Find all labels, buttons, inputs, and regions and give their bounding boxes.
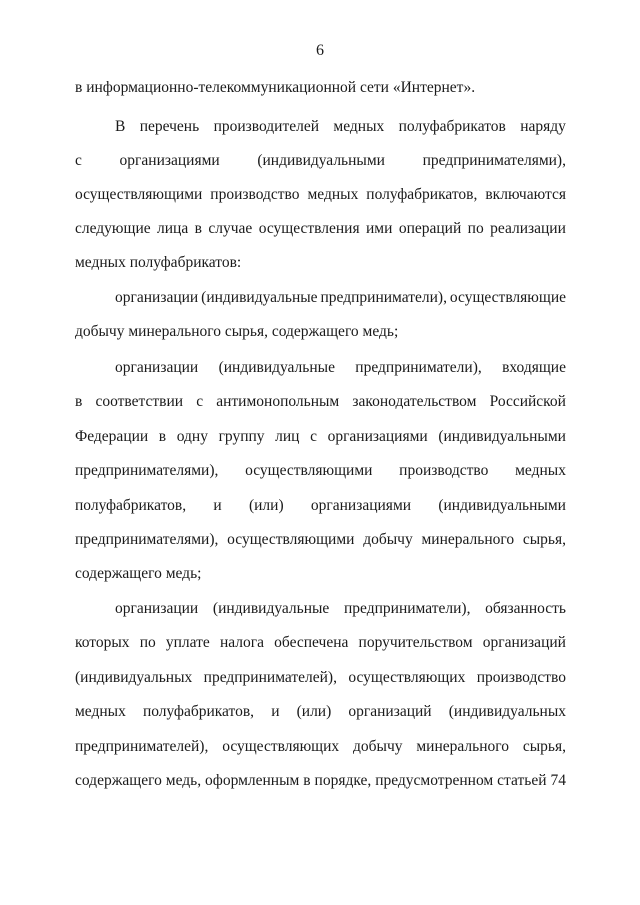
text-line <box>75 219 566 239</box>
word: медь, <box>165 772 202 789</box>
word: минерального <box>421 531 515 548</box>
word: организациями <box>310 497 412 514</box>
word: уплате <box>165 634 210 651</box>
word: одну <box>176 428 208 445</box>
word: осуществляющими <box>245 462 373 479</box>
word: предпринимателями), <box>75 462 219 479</box>
word: с <box>75 152 82 169</box>
word: полуфабрикатов <box>398 118 506 135</box>
word: предусмотренном <box>375 772 494 789</box>
word: Федерации <box>75 428 149 445</box>
word: медных <box>333 118 385 135</box>
word: добычу минерального сырья, содержащего медь; <box>75 323 399 340</box>
word: предпринимателями), <box>422 152 566 169</box>
word: соответствии <box>95 393 184 410</box>
word: в <box>303 772 311 789</box>
word: (индивидуальными <box>257 152 385 169</box>
word: предприниматели), <box>355 359 482 376</box>
word: порядке, <box>314 772 372 789</box>
word: организациями <box>119 152 220 169</box>
word: с <box>310 428 317 445</box>
word: в <box>158 428 167 445</box>
word: в <box>75 393 83 410</box>
word: В <box>115 118 126 135</box>
word: (индивидуальные <box>212 600 330 617</box>
word: организации <box>115 359 199 376</box>
word: осуществляющие <box>449 289 566 306</box>
text-line <box>75 392 566 412</box>
word: антимонопольным <box>216 393 340 410</box>
word: организации <box>115 600 199 617</box>
word: осуществления <box>258 220 360 237</box>
word: организаций <box>348 703 432 720</box>
word: производство <box>476 669 566 686</box>
text-line <box>75 253 566 273</box>
word: (или) <box>296 703 332 720</box>
word: осуществляющих <box>348 669 466 686</box>
word: сырья, <box>522 531 566 548</box>
word: минерального <box>416 738 509 755</box>
word: следующие <box>75 220 151 237</box>
text-line <box>75 185 566 205</box>
text-line <box>115 288 566 308</box>
word: медных полуфабрикатов: <box>75 254 242 271</box>
text-line <box>115 117 566 137</box>
word: предприниматели), <box>320 289 447 306</box>
word: обеспечена <box>274 634 349 651</box>
word: полуфабрикатов, <box>75 497 187 514</box>
word: (индивидуальных <box>448 703 566 720</box>
word: 74 <box>550 772 566 789</box>
text-line <box>75 461 566 481</box>
word: осуществляющими <box>227 531 355 548</box>
word: производителей <box>213 118 320 135</box>
word: предприниматели), <box>344 600 471 617</box>
word: медных <box>307 186 359 203</box>
word: добычу <box>353 738 403 755</box>
word: входящие <box>502 359 566 376</box>
word: перечень <box>139 118 200 135</box>
text-line <box>75 78 566 98</box>
word: осуществляющих <box>222 738 340 755</box>
word: медных <box>75 703 126 720</box>
word: наряду <box>520 118 566 135</box>
text-line <box>75 530 566 550</box>
text-line <box>75 633 566 653</box>
word: (индивидуальными <box>438 497 566 514</box>
text-line <box>75 668 566 688</box>
word: содержащего <box>75 772 162 789</box>
word: операций <box>398 220 462 237</box>
page-number: 6 <box>316 42 324 59</box>
word: обязанность <box>485 600 566 617</box>
text-line <box>115 358 566 378</box>
text-line <box>75 771 566 791</box>
word: организациями <box>327 428 428 445</box>
word: с <box>196 393 204 410</box>
text-line <box>75 151 566 171</box>
word: добычу <box>363 531 413 548</box>
word: налога <box>219 634 265 651</box>
word: реализации <box>490 220 566 237</box>
word: случае <box>208 220 253 237</box>
text-line <box>75 564 566 584</box>
word: содержащего медь; <box>75 565 202 582</box>
word: и <box>213 497 222 514</box>
word: лица <box>157 220 189 237</box>
text-line <box>75 496 566 516</box>
word: Российской <box>489 393 566 410</box>
word: по <box>139 634 156 651</box>
word: организации <box>115 289 199 306</box>
text-line <box>115 599 566 619</box>
text-line <box>75 702 566 722</box>
text-line <box>75 427 566 447</box>
word: производство <box>399 462 489 479</box>
word: медных <box>515 462 566 479</box>
word: которых <box>75 634 130 651</box>
word: статьей <box>497 772 547 789</box>
word: в информационно-телекоммуникационной сети «Интернет». <box>75 79 476 96</box>
word: (или) <box>248 497 284 514</box>
word: лиц <box>275 428 300 445</box>
word: ими <box>366 220 393 237</box>
word: включаются <box>485 186 566 203</box>
word: производство <box>210 186 300 203</box>
word: предпринимателями), <box>75 531 219 548</box>
word: в <box>194 220 202 237</box>
text-line <box>75 737 566 757</box>
word: оформленным <box>205 772 300 789</box>
word: предпринимателей), <box>75 738 209 755</box>
word: (индивидуальные <box>218 359 335 376</box>
word: группу <box>218 428 265 445</box>
word: полуфабрикатов, <box>366 186 478 203</box>
text-line <box>75 322 566 342</box>
word: организаций <box>482 634 566 651</box>
word: сырья, <box>522 738 566 755</box>
word: осуществляющими <box>75 186 203 203</box>
word: законодательством <box>352 393 477 410</box>
word: по <box>467 220 484 237</box>
word: и <box>271 703 280 720</box>
word: (индивидуальных <box>75 669 193 686</box>
word: (индивидуальными <box>438 428 566 445</box>
word: предпринимателей), <box>203 669 337 686</box>
word: (индивидуальные <box>201 289 318 306</box>
word: поручительством <box>358 634 473 651</box>
word: полуфабрикатов, <box>142 703 255 720</box>
